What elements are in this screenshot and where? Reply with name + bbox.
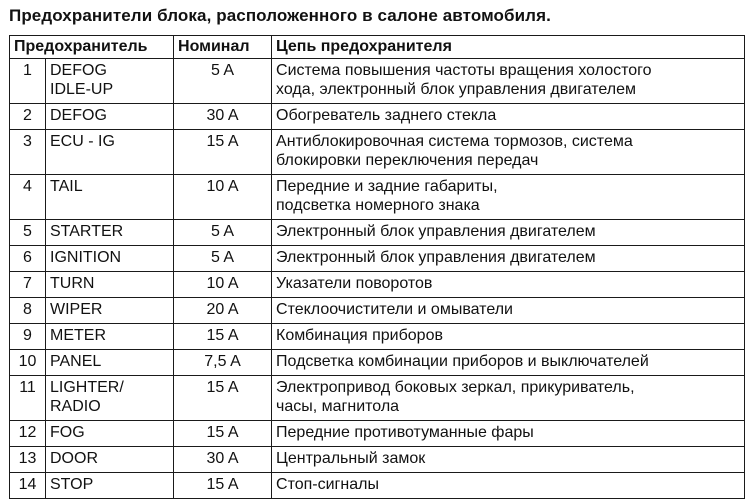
fuse-rating: 7,5 A bbox=[174, 350, 272, 376]
fuse-circuit-line: Указатели поворотов bbox=[276, 275, 433, 292]
fuse-number: 8 bbox=[10, 298, 46, 324]
fuse-name bbox=[46, 350, 174, 376]
fuse-circuit-line: Электропривод боковых зеркал, прикуриватель, bbox=[276, 379, 635, 396]
table-row bbox=[10, 59, 745, 104]
fuse-circuit bbox=[272, 220, 745, 246]
fuse-circuit-line: Передние противотуманные фары bbox=[276, 424, 534, 441]
table-row bbox=[10, 324, 745, 350]
fuse-name bbox=[46, 376, 174, 421]
fuse-name bbox=[46, 324, 174, 350]
table-row bbox=[10, 104, 745, 130]
fuse-circuit-line: Стоп-сигналы bbox=[276, 476, 379, 493]
table-row bbox=[10, 473, 745, 499]
fuse-name-line: STARTER bbox=[50, 223, 124, 240]
fuse-circuit-line: блокировки переключения передач bbox=[276, 152, 539, 169]
fuse-rating: 30 A bbox=[174, 104, 272, 130]
fuse-name bbox=[46, 473, 174, 499]
fuse-circuit-line: Обогреватель заднего стекла bbox=[276, 107, 497, 124]
fuse-name-line: TURN bbox=[50, 275, 95, 292]
table-row bbox=[10, 246, 745, 272]
fuse-rating: 15 A bbox=[174, 473, 272, 499]
table-header-row bbox=[10, 36, 745, 59]
fuse-number: 3 bbox=[10, 130, 46, 175]
fuse-number: 6 bbox=[10, 246, 46, 272]
fuse-rating: 10 A bbox=[174, 175, 272, 220]
fuse-circuit-line: Центральный замок bbox=[276, 450, 426, 467]
page-title: Предохранители блока, расположенного в салоне автомобиля. bbox=[9, 6, 551, 25]
fuse-name-line: TAIL bbox=[50, 178, 83, 195]
table-row bbox=[10, 447, 745, 473]
fuse-circuit bbox=[272, 324, 745, 350]
fuse-circuit-line: Подсветка комбинации приборов и выключателей bbox=[276, 353, 649, 370]
fuse-name bbox=[46, 421, 174, 447]
fuse-circuit-line: Электронный блок управления двигателем bbox=[276, 249, 596, 266]
fuse-name bbox=[46, 272, 174, 298]
fuse-number: 12 bbox=[10, 421, 46, 447]
fuse-number: 10 bbox=[10, 350, 46, 376]
fuse-rating: 15 A bbox=[174, 376, 272, 421]
fuse-number: 13 bbox=[10, 447, 46, 473]
fuse-name bbox=[46, 447, 174, 473]
fuse-circuit-line: Электронный блок управления двигателем bbox=[276, 223, 596, 240]
fuse-number: 5 bbox=[10, 220, 46, 246]
fuse-name bbox=[46, 246, 174, 272]
fuse-name-line: DEFOG bbox=[50, 62, 107, 79]
table-row bbox=[10, 298, 745, 324]
fuse-circuit-line: Система повышения частоты вращения холостого bbox=[276, 62, 652, 79]
fuse-number: 1 bbox=[10, 59, 46, 104]
header-rating: Номинал bbox=[174, 36, 272, 59]
header-fuse: Предохранитель bbox=[10, 36, 174, 59]
fuse-circuit bbox=[272, 246, 745, 272]
fuse-circuit bbox=[272, 376, 745, 421]
fuse-number: 4 bbox=[10, 175, 46, 220]
fuse-name bbox=[46, 298, 174, 324]
fuse-circuit-line: подсветка номерного знака bbox=[276, 197, 480, 214]
fuse-rating: 30 A bbox=[174, 447, 272, 473]
fuse-name-line: WIPER bbox=[50, 301, 103, 318]
fuse-name-line: LIGHTER/ bbox=[50, 379, 124, 396]
fuse-table bbox=[9, 35, 745, 499]
fuse-name-line: PANEL bbox=[50, 353, 102, 370]
fuse-number: 7 bbox=[10, 272, 46, 298]
fuse-name-line: IGNITION bbox=[50, 249, 122, 266]
fuse-name-line: METER bbox=[50, 327, 106, 344]
fuse-name-line: STOP bbox=[50, 476, 94, 493]
fuse-name-line: IDLE-UP bbox=[50, 81, 114, 98]
table-row bbox=[10, 376, 745, 421]
fuse-number: 2 bbox=[10, 104, 46, 130]
table-row bbox=[10, 350, 745, 376]
table-row bbox=[10, 130, 745, 175]
fuse-number: 11 bbox=[10, 376, 46, 421]
fuse-name-line: DEFOG bbox=[50, 107, 107, 124]
table-row bbox=[10, 421, 745, 447]
fuse-rating: 15 A bbox=[174, 421, 272, 447]
fuse-circuit-line: часы, магнитола bbox=[276, 398, 400, 415]
fuse-circuit-line: Антиблокировочная система тормозов, система bbox=[276, 133, 633, 150]
fuse-rating: 10 A bbox=[174, 272, 272, 298]
fuse-circuit bbox=[272, 447, 745, 473]
fuse-circuit-line: Комбинация приборов bbox=[276, 327, 443, 344]
fuse-name bbox=[46, 175, 174, 220]
table-row bbox=[10, 175, 745, 220]
fuse-circuit-line: хода, электронный блок управления двигателем bbox=[276, 81, 636, 98]
table-row bbox=[10, 220, 745, 246]
fuse-name-line: RADIO bbox=[50, 398, 101, 415]
fuse-circuit bbox=[272, 59, 745, 104]
fuse-name bbox=[46, 220, 174, 246]
fuse-circuit bbox=[272, 298, 745, 324]
fuse-number: 9 bbox=[10, 324, 46, 350]
fuse-number: 14 bbox=[10, 473, 46, 499]
fuse-circuit bbox=[272, 350, 745, 376]
fuse-name bbox=[46, 104, 174, 130]
fuse-circuit bbox=[272, 104, 745, 130]
fuse-circuit bbox=[272, 272, 745, 298]
fuse-rating: 15 A bbox=[174, 130, 272, 175]
fuse-circuit bbox=[272, 473, 745, 499]
fuse-name bbox=[46, 59, 174, 104]
fuse-name bbox=[46, 130, 174, 175]
table-row bbox=[10, 272, 745, 298]
fuse-rating: 5 A bbox=[174, 220, 272, 246]
fuse-name-line: DOOR bbox=[50, 450, 98, 467]
fuse-name-line: ECU - IG bbox=[50, 133, 115, 150]
table-body bbox=[10, 59, 745, 499]
fuse-rating: 20 A bbox=[174, 298, 272, 324]
fuse-circuit bbox=[272, 421, 745, 447]
fuse-rating: 5 A bbox=[174, 59, 272, 104]
fuse-circuit-line: Стеклоочистители и омыватели bbox=[276, 301, 513, 318]
fuse-circuit-line: Передние и задние габариты, bbox=[276, 178, 498, 195]
fuse-name-line: FOG bbox=[50, 424, 85, 441]
fuse-circuit bbox=[272, 130, 745, 175]
fuse-circuit bbox=[272, 175, 745, 220]
fuse-rating: 5 A bbox=[174, 246, 272, 272]
header-circuit: Цепь предохранителя bbox=[272, 36, 745, 59]
fuse-rating: 15 A bbox=[174, 324, 272, 350]
